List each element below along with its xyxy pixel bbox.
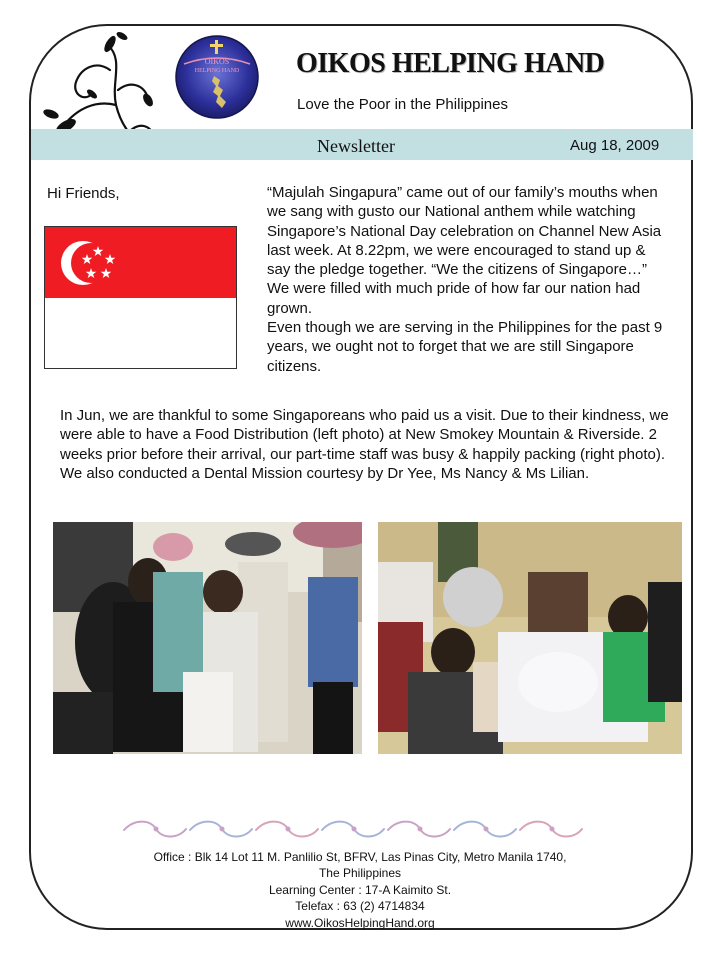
footer-website-link[interactable]: www.OikosHelpingHand.org — [285, 915, 435, 930]
newsletter-title: OIKOS HELPING HAND — [296, 48, 605, 79]
packing-photo — [378, 522, 682, 754]
greeting: Hi Friends, — [47, 185, 120, 202]
footer-country: The Philippines — [318, 866, 402, 881]
newsletter-label: Newsletter — [317, 136, 395, 156]
intro-paragraph: “Majulah Singapura” came out of our family’s mouths when we sang with gusto our National anthem while watching Singapore’s National Day celebration on Channel New Asia last week. At 8.22pm, we were encouraged to stand up & say the pledge together. “We the citizens of Singapore…” We were filled with much pride of how far our nation had grown. — [267, 184, 662, 317]
svg-text:OIKOS: OIKOS — [204, 57, 230, 66]
decorative-divider-icon — [120, 819, 600, 841]
svg-text:HELPING HAND: HELPING HAND — [194, 68, 240, 74]
footer-contact — [120, 849, 600, 931]
food-distribution-photo — [53, 522, 362, 754]
intro-paragraph: Even though we are serving in the Philippines for the past 9 years, we ought not to forget that we are still Singapore citizens. — [267, 319, 663, 375]
newsletter-date: Aug 18, 2009 — [570, 137, 660, 154]
body-paragraph: In Jun, we are thankful to some Singaporeans who paid us a visit. Due to their kindness, we were able to have a Food Distribution (left photo) at New Smokey Mountain & Riverside. 2 weeks prior before their arrival, our part-time staff was busy & happily packing (right photo). We also conducted a Dental Mission courtesy by Dr Yee, Ms Nancy & Ms Lilian. — [60, 407, 669, 482]
flag-crescent-stars-icon — [45, 227, 237, 299]
newsletter-tagline: Love the Poor in the Philippines — [297, 96, 508, 113]
footer-telefax: Telefax : 63 (2) 4714834 — [295, 899, 425, 914]
footer-office-address: Office : Blk 14 Lot 11 M. Panlilio St, BFRV, Las Pinas City, Metro Manila 1740, — [153, 850, 567, 864]
footer-learning-center: Learning Center : 17-A Kaimito St. — [268, 882, 452, 897]
singapore-flag-icon — [44, 226, 237, 369]
intro-text — [267, 183, 672, 376]
oikos-logo-icon — [174, 34, 260, 120]
